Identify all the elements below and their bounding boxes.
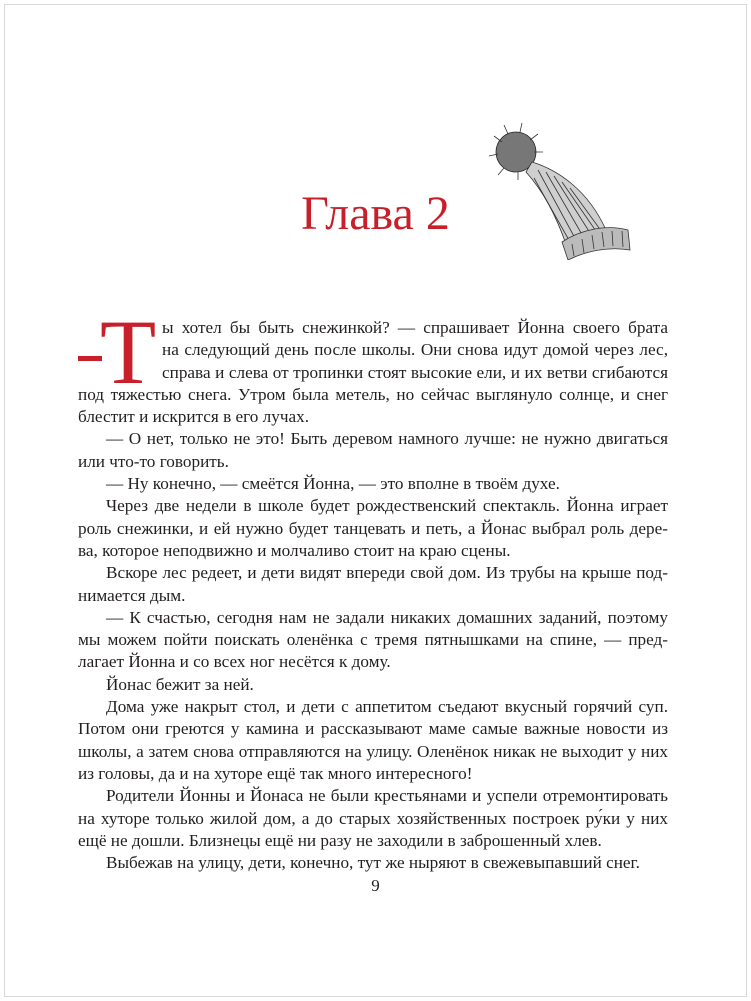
text-line: — О нет, только не это! Быть деревом намного лучше: не нужно двигаться <box>106 429 668 449</box>
paragraph <box>78 317 668 428</box>
paragraph <box>78 473 668 495</box>
paragraph <box>78 562 668 607</box>
text-line: Потом они греются у камина и рассказывают маме самые важные новости из <box>78 719 668 739</box>
text-line: под тяжестью снега. Утром была метель, но сейчас выглянуло солнце, и снег <box>78 384 668 404</box>
text-line: мы можем пойти поискать оленёнка с тремя пятнышками на спине, — пред- <box>78 630 668 650</box>
text-line: Выбежав на улицу, дети, конечно, тут же ныряют в свежевыпавший снег. <box>106 853 640 873</box>
text-line: Родители Йонны и Йонаса не были крестьянами и успели отремонтировать <box>106 786 668 806</box>
text-line: блестит и искрится в его лучах. <box>78 407 309 427</box>
text-line: Вскоре лес редеет, и дети видят впереди свой дом. Из трубы на крыше под- <box>106 563 668 583</box>
text-line: Через две недели в школе будет рождественский спектакль. Йонна играет <box>106 496 668 516</box>
text-line: — Ну конечно, — смеётся Йонна, — это вполне в твоём духе. <box>106 474 560 494</box>
paragraph <box>78 428 668 473</box>
paragraph <box>78 696 668 785</box>
paragraph <box>78 607 668 674</box>
text-line: или что-то говорить. <box>78 451 229 471</box>
text-line: роль снежинки, и ей нужно будет танцевать и петь, а Йонас выбрал роль дере- <box>78 518 668 538</box>
text-line: школы, а затем снова отправляются на улицу. Оленёнок никак не выходит у них <box>78 741 668 761</box>
text-line: справа и слева от тропинки стоят высокие ели, и их ветви сгибаются <box>162 362 668 382</box>
paragraph <box>78 495 668 562</box>
text-line: Дома уже накрыт стол, и дети с аппетитом съедают вкусный горячий суп. <box>106 697 668 717</box>
text-line: из головы, да и на хуторе ещё так много интересного! <box>78 763 473 783</box>
body-text <box>78 317 668 874</box>
page-number: 9 <box>371 876 380 895</box>
chapter-title: Глава 2 <box>301 187 450 240</box>
text-line: на следующий день после школы. Они снова идут домой через лес, <box>162 340 668 360</box>
drop-cap-letter: Т <box>100 301 157 403</box>
text-line: ва, которое неподвижно и молчаливо стоит на краю сцены. <box>78 540 511 560</box>
paragraph <box>78 674 668 696</box>
text-line: — К счастью, сегодня нам не задали никаких домашних заданий, поэтому <box>106 607 668 627</box>
text-line: лагает Йонна и со всех ног несётся к дому. <box>78 652 391 672</box>
text-line: ещё не дошли. Близнецы ещё ни разу не заходили в заброшенный хлев. <box>78 830 602 850</box>
text-line: на хуторе только жилой дом, а до старых хозяйственных построек ру́ки у них <box>78 808 668 828</box>
paragraph <box>78 785 668 852</box>
text-line: нимается дым. <box>78 585 186 605</box>
paragraph <box>78 852 668 874</box>
text-line: Йонас бежит за ней. <box>106 674 254 694</box>
text-line: ы хотел бы быть снежинкой? — спрашивает Йонна своего брата <box>162 318 668 337</box>
